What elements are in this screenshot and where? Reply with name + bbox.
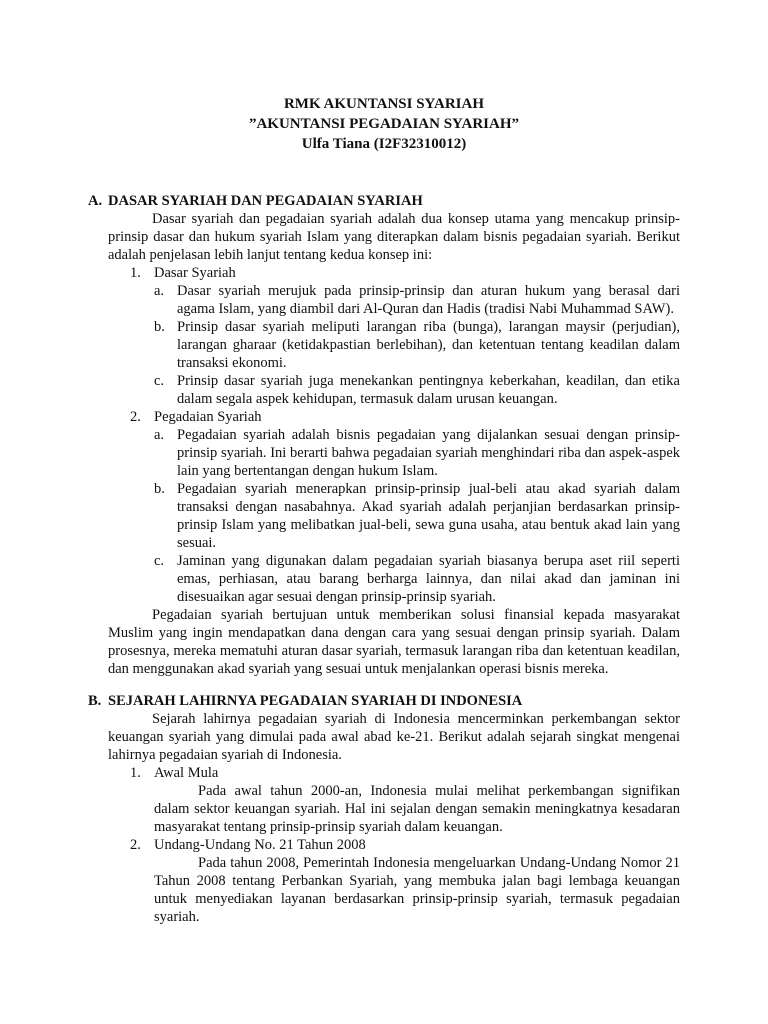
section-a-heading [88, 192, 680, 210]
item-label: Dasar Syariah [154, 265, 236, 281]
sub-item-text: Pegadaian syariah menerapkan prinsip-prinsip jual-beli atau akad syariah dalam transaksi dengan nasabahnya. Akad syariah adalah perjanjian berdasarkan prinsip-prinsip Islam yang melibatkan jual-beli, sewa guna usaha, atau bentuk akad lain yang sesuai. [177, 481, 680, 551]
sub-item-letter: a. [154, 283, 165, 299]
list-item [108, 836, 680, 854]
sub-item-letter: c. [154, 373, 165, 389]
sub-item-text: Prinsip dasar syariah juga menekankan pentingnya keberkahan, keadilan, dan etika dalam segala aspek kehidupan, termasuk dalam urusan keuangan. [177, 373, 680, 407]
item-label: Awal Mula [154, 765, 219, 781]
sub-item [108, 480, 680, 552]
sub-item [108, 552, 680, 606]
item-label: Undang-Undang No. 21 Tahun 2008 [154, 837, 366, 853]
sub-item-text: Pegadaian syariah adalah bisnis pegadaian yang dijalankan sesuai dengan prinsip-prinsip syariah. Ini berarti bahwa pegadaian syariah menghindari riba dan aspek-aspek lain yang bertentangan dengan hukum Islam. [177, 427, 680, 479]
list-item [108, 764, 680, 782]
title-line-1: RMK AKUNTANSI SYARIAH [283, 96, 485, 112]
list-item [108, 408, 680, 426]
item-number: 2. [130, 409, 141, 425]
section-b-title: SEJARAH LAHIRNYA PEGADAIAN SYARIAH DI INDONESIA [108, 693, 523, 709]
item-number: 1. [130, 765, 141, 781]
section-a [88, 192, 680, 678]
section-a-title: DASAR SYARIAH DAN PEGADAIAN SYARIAH [108, 193, 423, 209]
section-b-intro: Sejarah lahirnya pegadaian syariah di Indonesia mencerminkan perkembangan sektor keuangan syariah yang dimulai pada awal abad ke-21. Berikut adalah sejarah singkat mengenai lahirnya pegadaian syariah di Indonesia. [108, 711, 680, 763]
item-body: Pada tahun 2008, Pemerintah Indonesia mengeluarkan Undang-Undang Nomor 21 Tahun 2008 tentang Perbankan Syariah, yang membuka jalan bagi lembaga keuangan untuk menyediakan layanan berdasarkan prinsip-prinsip syariah, termasuk pegadaian syariah. [154, 855, 680, 925]
sub-item-text: Prinsip dasar syariah meliputi larangan riba (bunga), larangan maysir (perjudian), larangan gharaar (ketidakpastian berlebihan), dan ketentuan tentang keadilan dalam transaksi ekonomi. [177, 319, 680, 371]
sub-item-letter: a. [154, 427, 165, 443]
sub-item [108, 282, 680, 318]
sub-item-letter: b. [154, 319, 165, 335]
section-b-letter: B. [88, 693, 102, 709]
section-a-closing: Pegadaian syariah bertujuan untuk memberikan solusi finansial kepada masyarakat Muslim yang ingin mendapatkan dana dengan cara yang sesuai dengan prinsip syariah. Dalam prosesnya, mereka mematuhi aturan dasar syariah, termasuk larangan riba dan ketentuan keadilan, dan menggunakan akad syariah yang sesuai untuk menjalankan operasi bisnis mereka. [108, 607, 680, 677]
section-b-heading [88, 692, 680, 710]
section-a-letter: A. [88, 193, 103, 209]
list-item [108, 264, 680, 282]
sub-item-text: Dasar syariah merujuk pada prinsip-prinsip dan aturan hukum yang berasal dari agama Islam, yang diambil dari Al-Quran dan Hadis (tradisi Nabi Muhammad SAW). [177, 283, 680, 317]
sub-item [108, 426, 680, 480]
item-body: Pada awal tahun 2000-an, Indonesia mulai melihat perkembangan signifikan dalam sektor keuangan syariah. Hal ini sejalan dengan semakin meningkatnya kesadaran masyarakat tentang prinsip-prinsip syariah dalam keuangan. [154, 783, 680, 835]
item-number: 2. [130, 837, 141, 853]
item-number: 1. [130, 265, 141, 281]
sub-item [108, 372, 680, 408]
sub-item-text: Jaminan yang digunakan dalam pegadaian syariah biasanya berupa aset riil seperti emas, perhiasan, atau barang berharga lainnya, dan nilai akad dan jaminan ini disesuaikan agar sesuai dengan prinsip-prinsip syariah. [177, 553, 680, 605]
sub-item [108, 318, 680, 372]
document-title [0, 94, 768, 154]
sub-item-letter: b. [154, 481, 165, 497]
title-line-2: ”AKUNTANSI PEGADAIAN SYARIAH” [248, 116, 520, 132]
section-b [88, 692, 680, 926]
item-label: Pegadaian Syariah [154, 409, 262, 425]
section-a-intro: Dasar syariah dan pegadaian syariah adalah dua konsep utama yang mencakup prinsip-prinsip dasar dan hukum syariah Islam yang diterapkan dalam bisnis pegadaian syariah. Berikut adalah penjelasan lebih lanjut tentang kedua konsep ini: [108, 211, 680, 263]
sub-item-letter: c. [154, 553, 165, 569]
title-line-3: Ulfa Tiana (I2F32310012) [301, 136, 467, 152]
